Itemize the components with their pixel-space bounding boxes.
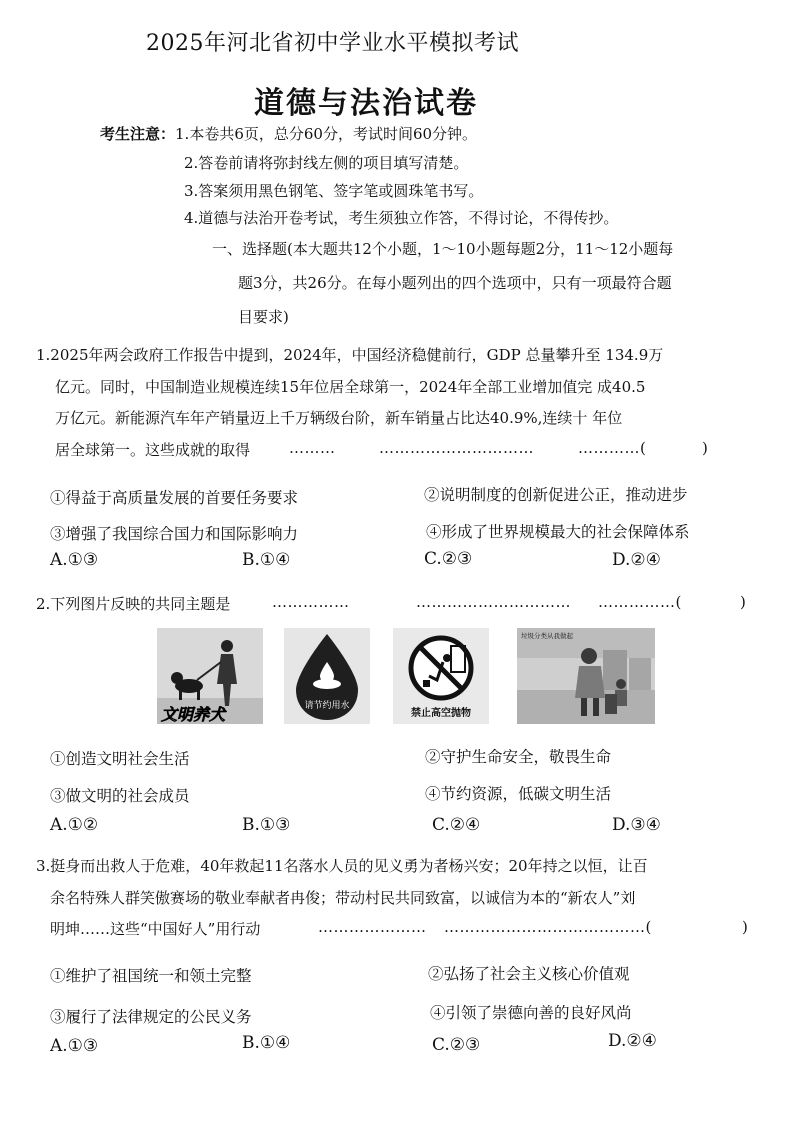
save-water-image [284,628,370,724]
no-throwing-from-height-image [393,628,489,724]
q1-dots-b: ………………………… [379,439,534,457]
q1-choice-c: C.②③ [424,549,473,569]
q2-paren-close: ) [740,593,746,611]
q2-option-3: ③做文明的社会成员 [50,787,190,805]
pic3-caption: 禁止高空抛物 [411,708,471,719]
q3-line-2: 余名特殊人群笑傲赛场的敬业奉献者冉俊；带动村民共同致富，以诚信为本的“新农人”刘 [50,889,636,907]
q2-dots-a: …………… [272,593,350,611]
q1-dots-c: …………( [578,439,647,457]
q3-line-1: 3.挺身而出救人于危难，40年救起11名落水人员的见义勇为者杨兴安；20年持之以恒，让百 [36,857,648,875]
notice-item-3: 3.答案须用黑色钢笔、签字笔或圆珠笔书写。 [184,182,484,200]
q1-option-2: ②说明制度的创新促进公正，推动进步 [424,486,688,504]
q1-dots-a: ……… [289,439,336,457]
q2-option-2: ②守护生命安全，敬畏生命 [425,748,612,766]
q3-line-3: 明坤……这些“中国好人”用行动 [50,920,261,938]
q3-dots-a: ………………… [318,918,427,936]
q3-choice-a: A.①③ [50,1036,99,1056]
q1-line-4: 居全球第一。这些成就的取得 [55,441,251,459]
q1-option-1: ①得益于高质量发展的首要任务要求 [50,489,299,507]
q2-choice-a: A.①② [50,815,99,835]
civilized-dog-walking-image [157,628,263,724]
section-line-3: 目要求) [238,308,289,326]
q2-option-4: ④节约资源，低碳文明生活 [425,785,612,803]
garbage-sorting-image [517,628,655,724]
q3-paren-close: ) [742,918,748,936]
q2-choice-c: C.②④ [432,815,481,835]
q1-line-2: 亿元。同时，中国制造业规模连续15年位居全球第一，2024年全部工业增加值完 成40.5 [55,378,646,396]
q3-choice-d: D.②④ [608,1031,657,1051]
q2-choice-b: B.①③ [242,815,291,835]
q1-choice-a: A.①③ [50,550,99,570]
notice-item-2: 2.答卷前请将弥封线左侧的项目填写清楚。 [184,154,469,172]
notice-item-1: 1.本卷共6页，总分60分，考试时间60分钟。 [175,125,478,143]
q1-choice-b: B.①④ [242,550,291,570]
q2-stem: 2.下列图片反映的共同主题是 [36,595,231,613]
q1-line-3: 万亿元。新能源汽车年产销量迈上千万辆级台阶，新车销量占比达40.9%,连续十 年位 [55,409,623,427]
q3-choice-b: B.①④ [242,1033,291,1053]
exam-title: 2025年河北省初中学业水平模拟考试 [146,31,519,56]
notice-item-4: 4.道德与法治开卷考试，考生须独立作答，不得讨论，不得传抄。 [184,209,619,227]
q2-choice-d: D.③④ [612,815,661,835]
q1-choice-d: D.②④ [612,550,661,570]
q3-option-4: ④引领了崇德向善的良好风尚 [430,1004,632,1022]
pic2-caption: 请节约用水 [304,701,350,711]
q2-option-1: ①创造文明社会生活 [50,750,190,768]
q3-option-3: ③履行了法律规定的公民义务 [50,1008,252,1026]
q3-option-2: ②弘扬了社会主义核心价值观 [428,965,630,983]
q2-dots-c: ……………( [598,593,682,611]
q3-dots-b: …………………………………( [444,918,652,936]
q3-choice-c: C.②③ [432,1035,481,1055]
section-line-1: 一、选择题(本大题共12个小题，1～10小题每题2分，11～12小题每 [212,240,674,258]
notice-label: 考生注意： [100,125,176,143]
notice-line-1 [100,123,477,144]
q2-dots-b: ………………………… [416,593,571,611]
pic4-caption: 垃圾分类从我做起 [521,632,573,640]
q1-line-1: 1.2025年两会政府工作报告中提到，2024年，中国经济稳健前行，GDP 总量攀升至 134.9万 [36,346,664,364]
pic1-caption: 文明养犬 [161,705,226,724]
q1-paren-close: ) [702,439,708,457]
paper-title: 道德与法治试卷 [254,86,478,121]
q1-option-4: ④形成了世界规模最大的社会保障体系 [426,523,690,541]
q3-option-1: ①维护了祖国统一和领土完整 [50,967,252,985]
section-line-2: 题3分，共26分。在每小题列出的四个选项中，只有一项最符合题 [238,274,672,292]
q1-option-3: ③增强了我国综合国力和国际影响力 [50,525,299,543]
